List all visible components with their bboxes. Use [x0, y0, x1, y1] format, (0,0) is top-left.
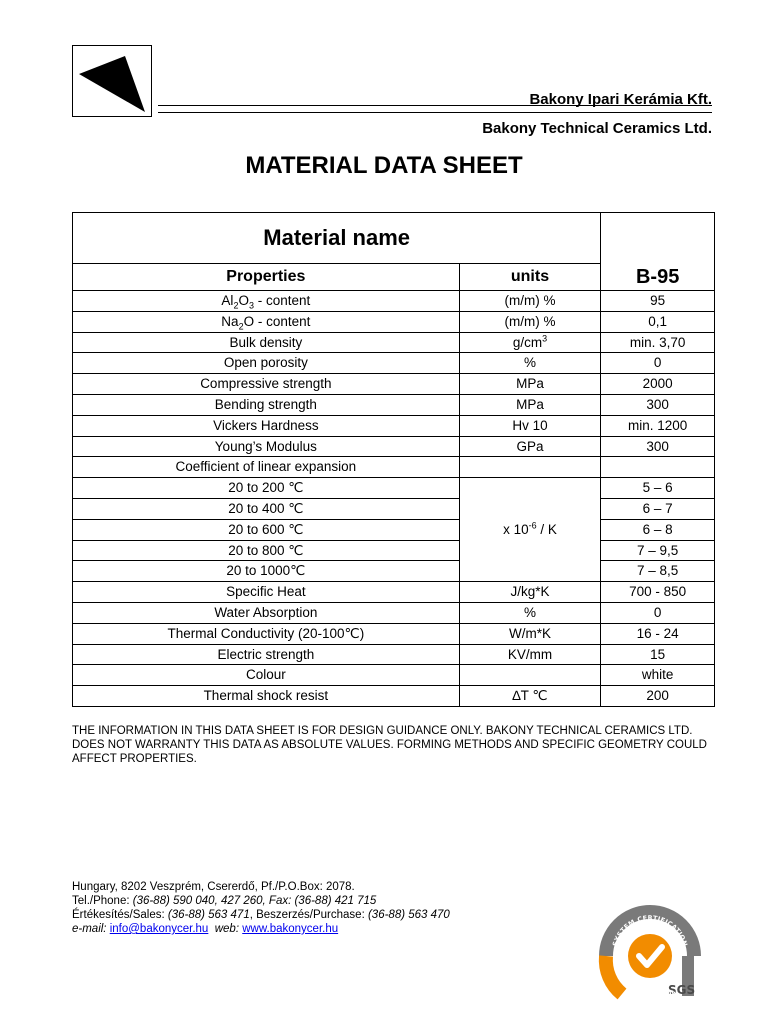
triangle-logo-icon — [73, 46, 153, 118]
badge-iso-text: ISO 9001:2008 — [626, 991, 676, 998]
range-cell: 20 to 200 ℃ — [73, 478, 460, 499]
email-link[interactable]: info@bakonycer.hu — [109, 923, 209, 935]
value-cell: 2000 — [601, 374, 715, 395]
table-row — [73, 561, 715, 582]
table-row — [73, 332, 715, 353]
column-header-units: units — [459, 264, 601, 291]
sgs-certification-badge — [596, 904, 714, 1000]
unit-cell: MPa — [459, 394, 601, 415]
header-rule-bottom — [158, 112, 712, 113]
unit-cell: % — [459, 602, 601, 623]
value-cell: 0 — [601, 353, 715, 374]
value-cell: 0 — [601, 602, 715, 623]
unit-cell: MPa — [459, 374, 601, 395]
contact-block — [72, 880, 450, 936]
table-row — [73, 291, 715, 312]
property-cell: Specific Heat — [73, 582, 460, 603]
value-cell: 7 – 8,5 — [601, 561, 715, 582]
unit-cell: (m/m) % — [459, 311, 601, 332]
sales-line: Értékesítés/Sales: (36-88) 563 471, Beszerzés/Purchase: (36-88) 563 470 — [72, 909, 450, 921]
badge-top-text: SYSTEM CERTIFICATION — [610, 913, 690, 948]
material-properties-table — [72, 212, 715, 707]
unit-cell: % — [459, 353, 601, 374]
property-cell: Compressive strength — [73, 374, 460, 395]
expansion-header-row — [73, 457, 715, 478]
property-cell: Bulk density — [73, 332, 460, 353]
table-row — [73, 540, 715, 561]
material-code: B-95 — [601, 213, 715, 291]
unit-cell: (m/m) % — [459, 291, 601, 312]
table-row — [73, 311, 715, 332]
property-cell: Thermal Conductivity (20-100℃) — [73, 623, 460, 644]
property-cell: Young’s Modulus — [73, 436, 460, 457]
value-cell: 6 – 7 — [601, 498, 715, 519]
table-row — [73, 644, 715, 665]
value-cell: 95 — [601, 291, 715, 312]
table-row — [73, 665, 715, 686]
property-cell: Bending strength — [73, 394, 460, 415]
table-row — [73, 686, 715, 707]
property-cell: Open porosity — [73, 353, 460, 374]
table-row — [73, 623, 715, 644]
value-cell — [601, 457, 715, 478]
value-cell: 15 — [601, 644, 715, 665]
unit-cell: J/kg*K — [459, 582, 601, 603]
table-row — [73, 478, 715, 499]
table-row — [73, 498, 715, 519]
badge-orange-arc — [606, 956, 622, 994]
property-cell: Electric strength — [73, 644, 460, 665]
disclaimer-text: THE INFORMATION IN THIS DATA SHEET IS FOR DESIGN GUIDANCE ONLY. BAKONY TECHNICAL CERAMICS LTD. DOES NOT WARRANTY THIS DATA AS ABSOLUTE VALUES. FORMING METHODS AND SPECIFIC GEOMETRY COULD AFFECT PROPERTIES. — [72, 725, 707, 765]
value-cell: 16 - 24 — [601, 623, 715, 644]
property-cell: Water Absorption — [73, 602, 460, 623]
property-cell: Thermal shock resist — [73, 686, 460, 707]
expansion-unit-cell: x $10^{-6}$ / K — [459, 478, 601, 582]
badge-brand-text: SGS — [668, 983, 696, 997]
value-cell: white — [601, 665, 715, 686]
range-cell: 20 to 600 ℃ — [73, 519, 460, 540]
table-row — [73, 519, 715, 540]
unit-cell: W/m*K — [459, 623, 601, 644]
value-cell: 0,1 — [601, 311, 715, 332]
email-web-line: e-mail: info@bakonycer.hu web: www.bakonycer.hu — [72, 923, 339, 935]
column-header-properties: Properties — [73, 264, 460, 291]
property-cell: $Al_2O_3$ - content — [73, 291, 460, 312]
table-row — [73, 602, 715, 623]
table-row — [73, 415, 715, 436]
range-cell: 20 to 400 ℃ — [73, 498, 460, 519]
unit-cell — [459, 665, 601, 686]
value-cell: min. 1200 — [601, 415, 715, 436]
property-cell: Vickers Hardness — [73, 415, 460, 436]
badge-check-circle — [628, 934, 672, 978]
range-cell: 20 to 800 ℃ — [73, 540, 460, 561]
website-link[interactable]: www.bakonycer.hu — [242, 923, 339, 935]
table-row — [73, 394, 715, 415]
value-cell: 6 – 8 — [601, 519, 715, 540]
value-cell: 700 - 850 — [601, 582, 715, 603]
table-row — [73, 353, 715, 374]
unit-cell: $g/cm^3$ — [459, 332, 601, 353]
unit-cell: ∆T ℃ — [459, 686, 601, 707]
value-cell: 300 — [601, 436, 715, 457]
value-cell: 7 – 9,5 — [601, 540, 715, 561]
table-row — [73, 436, 715, 457]
range-cell: 20 to 1000℃ — [73, 561, 460, 582]
material-name-row — [73, 213, 715, 264]
unit-cell: Hv 10 — [459, 415, 601, 436]
unit-cell — [459, 457, 601, 478]
phone-line: Tel./Phone: (36-88) 590 040, 427 260, Fax: (36-88) 421 715 — [72, 895, 377, 907]
property-cell: $Na_2O$ - content — [73, 311, 460, 332]
unit-cell: KV/mm — [459, 644, 601, 665]
company-name-en: Bakony Technical Ceramics Ltd. — [482, 120, 712, 137]
table-row — [73, 582, 715, 603]
unit-cell: GPa — [459, 436, 601, 457]
value-cell: 300 — [601, 394, 715, 415]
table-row — [73, 374, 715, 395]
value-cell: 5 – 6 — [601, 478, 715, 499]
company-name-hu: Bakony Ipari Kerámia Kft. — [529, 91, 712, 108]
company-logo — [72, 45, 152, 117]
expansion-label: Coefficient of linear expansion — [73, 457, 460, 478]
document-title: MATERIAL DATA SHEET — [245, 152, 523, 179]
property-cell: Colour — [73, 665, 460, 686]
value-cell: min. 3,70 — [601, 332, 715, 353]
address-line: Hungary, 8202 Veszprém, Csererdő, Pf./P.O.Box: 2078. — [72, 881, 355, 893]
value-cell: 200 — [601, 686, 715, 707]
material-name-label: Material name — [73, 213, 601, 264]
